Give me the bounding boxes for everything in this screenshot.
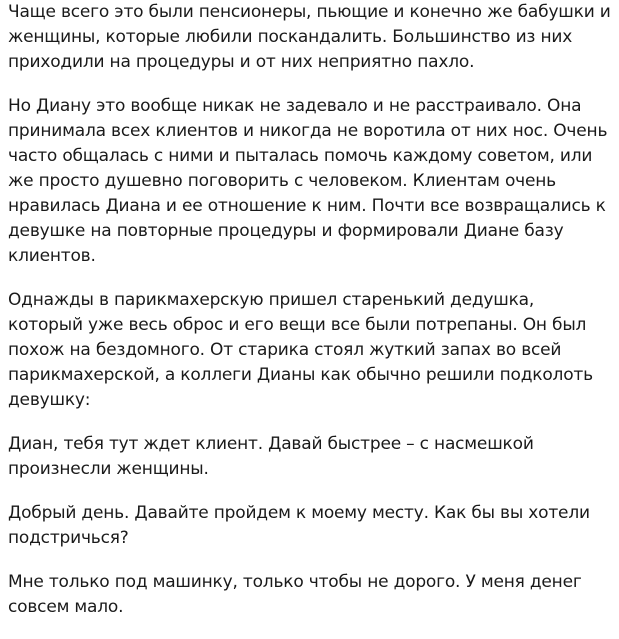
- article-body: [8, 0, 613, 639]
- paragraph: Добрый день. Давайте пройдем к моему месту. Как бы вы хотели подстричься?: [8, 503, 590, 548]
- paragraph: Диан, тебя тут ждет клиент. Давай быстрее – с насмешкой произнесли женщины.: [8, 434, 534, 479]
- paragraph: Однажды в парикмахерскую пришел старенький дедушка, который уже весь оброс и его вещи все были потрепаны. Он был похож на бездомного. От старика стоял жуткий запах во всей парикмахерской, а коллеги Дианы как обычно решили подколоть девушку:: [8, 290, 593, 410]
- paragraph: Чаще всего это были пенсионеры, пьющие и конечно же бабушки и женщины, которые любили поскандалить. Большинство из них приходили на процедуры и от них неприятно пахло.: [8, 2, 611, 72]
- paragraph: Но Диану это вообще никак не задевало и не расстраивало. Она принимала всех клиентов и никогда не воротила от них нос. Очень часто общалась с ними и пыталась помочь каждому советом, или же просто душевно поговорить с человеком. Клиентам очень нравилась Диана и ее отношение к ним. Почти все возвращались к девушке на повторные процедуры и формировали Диане базу клиентов.: [8, 96, 608, 266]
- paragraph: Мне только под машинку, только чтобы не дорого. У меня денег совсем мало.: [8, 572, 582, 617]
